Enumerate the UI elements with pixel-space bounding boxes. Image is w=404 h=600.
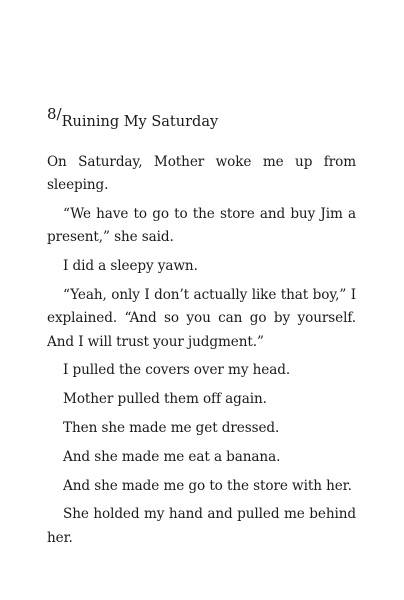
paragraph: I pulled the covers over my head. xyxy=(63,362,291,379)
paragraph: And she made me eat a banana. xyxy=(63,448,281,465)
paragraph: Mother pulled them off again. xyxy=(63,391,267,408)
chapter-title: Ruining My Saturday xyxy=(61,114,219,130)
paragraph: Then she made me get dressed. xyxy=(63,419,280,436)
chapter-body xyxy=(47,151,356,550)
paragraph: I did a sleepy yawn. xyxy=(63,258,198,275)
chapter-number: 8/ xyxy=(47,105,62,123)
paragraph: “We have to go to the store and buy Jim a present,” she said. xyxy=(47,206,356,246)
paragraph: “Yeah, only I don’t actually like that boy,” I explained. “And so you can go by yourself. And I will trust your judgment.” xyxy=(47,286,356,350)
paragraph: On Saturday, Mother woke me up from sleeping. xyxy=(47,154,356,194)
paragraph: And she made me go to the store with her. xyxy=(63,477,352,494)
paragraph: She holded my hand and pulled me behind her. xyxy=(47,506,356,546)
chapter-heading xyxy=(47,105,218,130)
